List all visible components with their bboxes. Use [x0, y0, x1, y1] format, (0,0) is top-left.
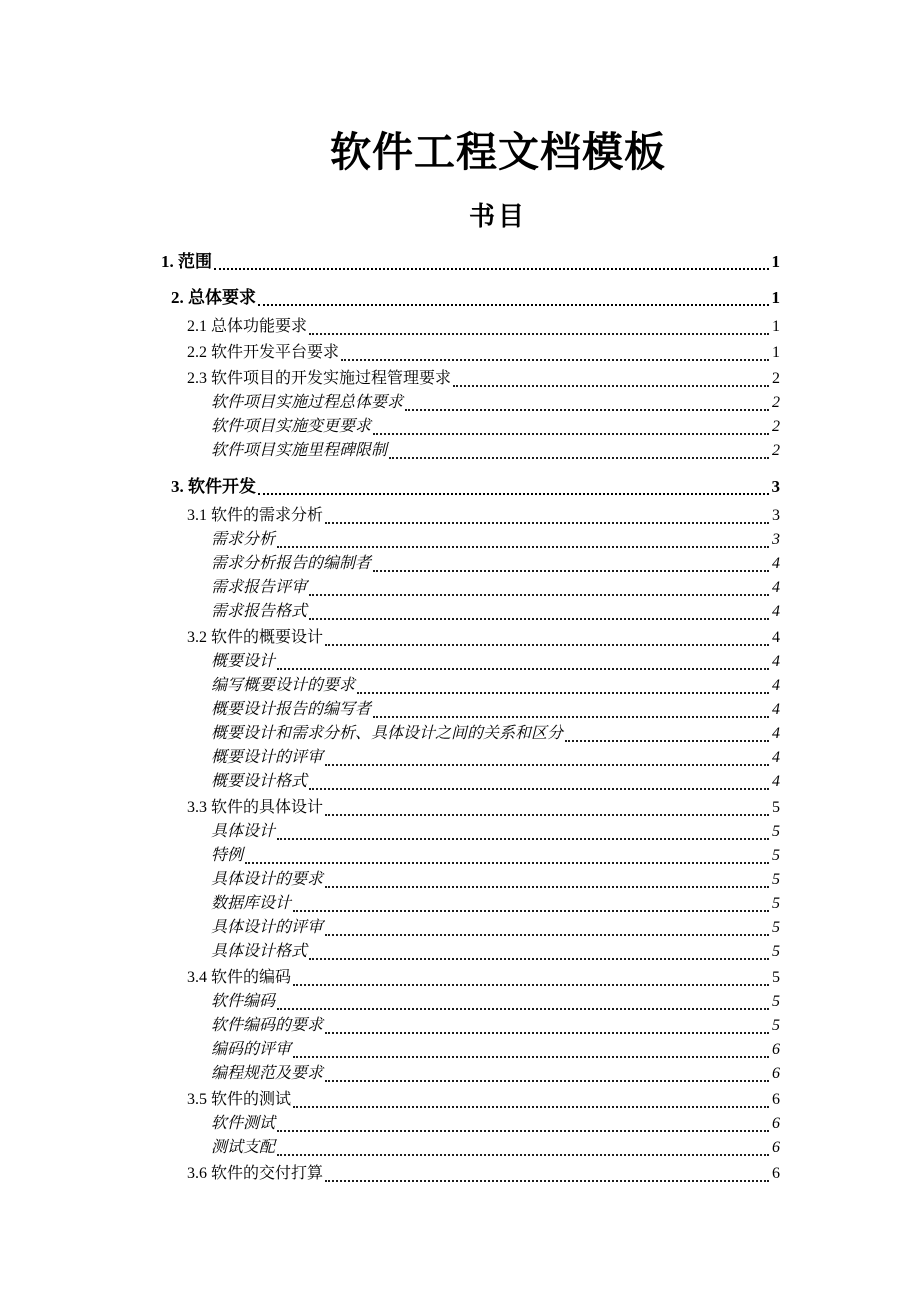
- toc-page-number: 1: [772, 344, 780, 361]
- toc-leader-dots: [565, 740, 769, 742]
- toc-entry[interactable]: [160, 844, 780, 868]
- toc-entry[interactable]: [160, 552, 780, 576]
- toc-leader-dots: [293, 1056, 769, 1058]
- toc-leader-dots: [325, 934, 769, 936]
- toc-entry[interactable]: [160, 576, 780, 600]
- toc-page-number: 6: [772, 1139, 780, 1156]
- toc-entry[interactable]: [160, 250, 780, 274]
- toc-leader-dots: [325, 1032, 769, 1034]
- toc-entry[interactable]: [160, 600, 780, 624]
- toc-entry[interactable]: [160, 820, 780, 844]
- toc-page-number: 5: [772, 943, 780, 960]
- toc-entry-label: 编程规范及要求: [211, 1065, 324, 1082]
- toc-page-number: 4: [772, 725, 780, 742]
- toc-entry-label: 需求报告评审: [211, 579, 308, 596]
- toc-entry[interactable]: [160, 341, 780, 365]
- toc-entry[interactable]: [160, 1014, 780, 1038]
- toc-leader-dots: [277, 546, 769, 548]
- toc-entry[interactable]: [160, 722, 780, 746]
- toc-entry-label: 数据库设计: [211, 895, 292, 912]
- toc-entry-label: 3.6 软件的交付打算: [187, 1165, 324, 1182]
- toc-leader-dots: [258, 304, 769, 306]
- toc-page-number: 1: [772, 318, 780, 335]
- toc-entry-label: 软件项目实施里程碑限制: [211, 442, 388, 459]
- toc-leader-dots: [453, 385, 769, 387]
- toc-entry-label: 2. 总体要求: [171, 288, 256, 307]
- toc-leader-dots: [309, 333, 769, 335]
- toc-entry-label: 1. 范围: [161, 252, 212, 271]
- toc-leader-dots: [325, 886, 769, 888]
- toc-leader-dots: [357, 692, 769, 694]
- toc-page-number: 2: [772, 394, 780, 411]
- toc-entry-label: 需求分析报告的编制者: [211, 555, 372, 572]
- toc-entry-label: 编码的评审: [211, 1041, 292, 1058]
- toc-entry[interactable]: [160, 475, 780, 499]
- toc-page-number: 2: [772, 442, 780, 459]
- toc-entry-label: 需求分析: [211, 531, 276, 548]
- toc-entry-label: 概要设计的评审: [211, 749, 324, 766]
- toc-leader-dots: [277, 1130, 769, 1132]
- toc-entry[interactable]: [160, 916, 780, 940]
- toc-page-number: 2: [772, 418, 780, 435]
- toc-leader-dots: [277, 838, 769, 840]
- toc-leader-dots: [277, 1008, 769, 1010]
- toc-entry[interactable]: [160, 796, 780, 820]
- toc-page-number: 5: [772, 895, 780, 912]
- toc-page-number: 4: [772, 603, 780, 620]
- toc-entry-label: 软件编码的要求: [211, 1017, 324, 1034]
- toc-leader-dots: [389, 457, 769, 459]
- document-subtitle: 书目: [468, 202, 527, 231]
- toc-page-number: 3: [772, 507, 780, 524]
- toc-page-number: 5: [772, 969, 780, 986]
- toc-page-number: 6: [772, 1091, 780, 1108]
- toc-page-number: 4: [772, 749, 780, 766]
- toc-leader-dots: [341, 359, 769, 361]
- toc-leader-dots: [373, 433, 769, 435]
- toc-leader-dots: [309, 788, 769, 790]
- toc-entry-label: 特例: [211, 847, 244, 864]
- toc-page-number: 5: [772, 919, 780, 936]
- toc-leader-dots: [277, 668, 769, 670]
- toc-page-number: 4: [772, 555, 780, 572]
- toc-page-number: 4: [772, 653, 780, 670]
- toc-entry-label: 2.3 软件项目的开发实施过程管理要求: [187, 370, 452, 387]
- toc-entry[interactable]: [160, 966, 780, 990]
- toc-entry-label: 概要设计报告的编写者: [211, 701, 372, 718]
- toc-entry[interactable]: [160, 770, 780, 794]
- toc-entry[interactable]: [160, 286, 780, 310]
- toc-page-number: 4: [772, 701, 780, 718]
- toc-entry[interactable]: [160, 698, 780, 722]
- toc-leader-dots: [325, 814, 769, 816]
- toc-entry-label: 3.5 软件的测试: [187, 1091, 292, 1108]
- toc-leader-dots: [293, 1106, 769, 1108]
- toc-entry[interactable]: [160, 868, 780, 892]
- toc-entry[interactable]: [160, 1136, 780, 1160]
- toc-entry[interactable]: [160, 674, 780, 698]
- toc-entry-label: 3.3 软件的具体设计: [187, 799, 324, 816]
- toc-page-number: 3: [771, 477, 780, 496]
- toc-page-number: 1: [771, 288, 780, 307]
- toc-entry[interactable]: [160, 650, 780, 674]
- toc-entry[interactable]: [160, 528, 780, 552]
- toc-entry-label: 具体设计的要求: [211, 871, 324, 888]
- toc-leader-dots: [309, 618, 769, 620]
- toc-entry-label: 软件项目实施变更要求: [211, 418, 372, 435]
- toc-entry[interactable]: [160, 367, 780, 391]
- toc-entry[interactable]: [160, 415, 780, 439]
- toc-leader-dots: [325, 522, 769, 524]
- toc-page-number: 2: [772, 370, 780, 387]
- toc-entry[interactable]: [160, 391, 780, 415]
- toc-entry-label: 具体设计: [211, 823, 276, 840]
- toc-page-number: 4: [772, 773, 780, 790]
- toc-entry[interactable]: [160, 1088, 780, 1112]
- document-title: 软件工程文档模板: [330, 129, 666, 175]
- toc-entry[interactable]: [160, 1038, 780, 1062]
- toc-entry-label: 需求报告格式: [211, 603, 308, 620]
- toc-leader-dots: [309, 594, 769, 596]
- toc-entry-label: 具体设计格式: [211, 943, 308, 960]
- toc-entry[interactable]: [160, 439, 780, 463]
- toc-page-number: 5: [772, 799, 780, 816]
- toc-entry-label: 具体设计的评审: [211, 919, 324, 936]
- toc-entry[interactable]: [160, 940, 780, 964]
- toc-entry-label: 软件测试: [211, 1115, 276, 1132]
- toc-page-number: 6: [772, 1165, 780, 1182]
- toc-entry[interactable]: [160, 1162, 780, 1186]
- document-header: [160, 0, 836, 232]
- toc-entry-label: 2.1 总体功能要求: [187, 318, 308, 335]
- toc-entry-label: 软件项目实施过程总体要求: [211, 394, 404, 411]
- toc-page-number: 5: [772, 871, 780, 888]
- toc-entry-label: 3.4 软件的编码: [187, 969, 292, 986]
- toc-page-number: 6: [772, 1065, 780, 1082]
- toc-leader-dots: [309, 958, 769, 960]
- toc-entry-label: 概要设计和需求分析、具体设计之间的关系和区分: [211, 725, 564, 742]
- toc-leader-dots: [214, 268, 769, 270]
- toc-entry[interactable]: [160, 892, 780, 916]
- toc-leader-dots: [293, 910, 769, 912]
- toc-entry-label: 概要设计: [211, 653, 276, 670]
- toc-page-number: 5: [772, 1017, 780, 1034]
- toc-page-number: 6: [772, 1115, 780, 1132]
- toc-leader-dots: [325, 1080, 769, 1082]
- toc-leader-dots: [293, 984, 769, 986]
- toc-leader-dots: [258, 493, 769, 495]
- toc-entry-label: 软件编码: [211, 993, 276, 1010]
- toc-entry[interactable]: [160, 315, 780, 339]
- toc-entry[interactable]: [160, 1062, 780, 1086]
- toc-entry[interactable]: [160, 990, 780, 1014]
- toc-page-number: 5: [772, 847, 780, 864]
- toc-page-number: 1: [771, 252, 780, 271]
- toc: [160, 250, 780, 1186]
- toc-entry-label: 概要设计格式: [211, 773, 308, 790]
- toc-page-number: 5: [772, 993, 780, 1010]
- toc-entry-label: 2.2 软件开发平台要求: [187, 344, 340, 361]
- toc-entry[interactable]: [160, 746, 780, 770]
- toc-page-number: 4: [772, 677, 780, 694]
- toc-page-number: 5: [772, 823, 780, 840]
- toc-page-number: 4: [772, 629, 780, 646]
- toc-entry-label: 3.1 软件的需求分析: [187, 507, 324, 524]
- toc-leader-dots: [373, 716, 769, 718]
- toc-leader-dots: [277, 1154, 769, 1156]
- toc-leader-dots: [325, 644, 769, 646]
- toc-leader-dots: [325, 1180, 769, 1182]
- toc-entry[interactable]: [160, 626, 780, 650]
- toc-leader-dots: [405, 409, 769, 411]
- toc-page-number: 3: [772, 531, 780, 548]
- toc-entry-label: 3. 软件开发: [171, 477, 256, 496]
- toc-page-number: 4: [772, 579, 780, 596]
- toc-page-number: 6: [772, 1041, 780, 1058]
- toc-entry-label: 编写概要设计的要求: [211, 677, 356, 694]
- toc-entry[interactable]: [160, 1112, 780, 1136]
- toc-leader-dots: [245, 862, 769, 864]
- toc-leader-dots: [373, 570, 769, 572]
- toc-entry-label: 测试支配: [211, 1139, 276, 1156]
- toc-entry[interactable]: [160, 504, 780, 528]
- toc-entry-label: 3.2 软件的概要设计: [187, 629, 324, 646]
- toc-leader-dots: [325, 764, 769, 766]
